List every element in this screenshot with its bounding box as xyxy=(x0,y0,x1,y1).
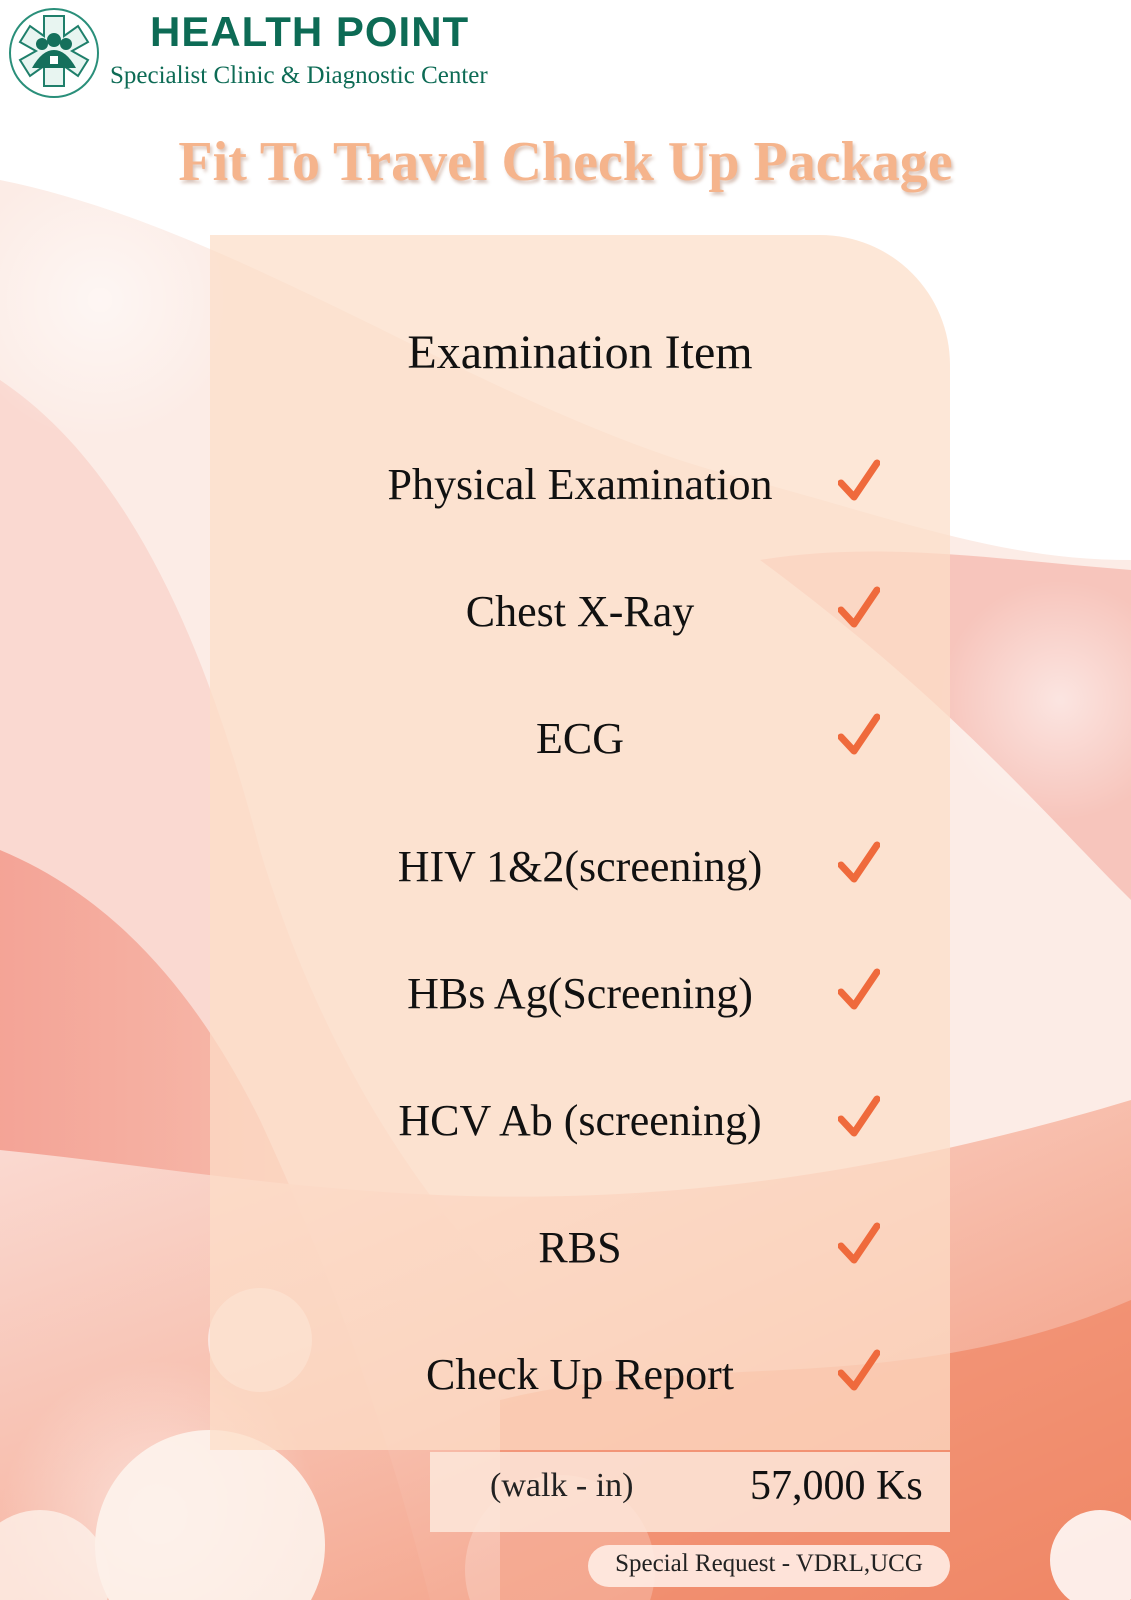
check-icon xyxy=(838,586,880,630)
clinic-logo xyxy=(6,6,102,100)
exam-item-label: HCV Ab (screening) xyxy=(398,1096,762,1145)
exam-item-label: Physical Examination xyxy=(387,460,773,509)
check-icon xyxy=(838,1222,880,1266)
check-icon xyxy=(838,1349,880,1393)
package-price: 57,000 Ks xyxy=(750,1463,923,1509)
exam-item xyxy=(0,709,1131,769)
exam-item xyxy=(0,1218,1131,1278)
check-icon xyxy=(838,1095,880,1139)
check-icon xyxy=(838,841,880,885)
exam-item-label: HBs Ag(Screening) xyxy=(407,969,753,1018)
exam-item xyxy=(0,582,1131,642)
package-title: Fit To Travel Check Up Package xyxy=(178,131,953,193)
exam-item-label: ECG xyxy=(536,714,624,763)
brand-title: HEALTH POINT xyxy=(150,8,470,55)
exam-item-label: Chest X-Ray xyxy=(465,587,695,636)
exam-item xyxy=(0,1091,1131,1151)
exam-item-label: HIV 1&2(screening) xyxy=(397,842,763,891)
exam-item xyxy=(0,964,1131,1024)
exam-item xyxy=(0,1345,1131,1405)
brand-subtitle: Specialist Clinic & Diagnostic Center xyxy=(110,62,488,89)
exam-item xyxy=(0,837,1131,897)
check-icon xyxy=(838,459,880,503)
walkin-label: (walk - in) xyxy=(490,1467,634,1504)
examination-header: Examination Item xyxy=(407,326,753,379)
exam-item xyxy=(0,455,1131,515)
special-request-text: Special Request - VDRL,UCG xyxy=(615,1550,923,1577)
exam-item-label: Check Up Report xyxy=(426,1350,734,1399)
check-icon xyxy=(838,968,880,1012)
exam-item-label: RBS xyxy=(538,1223,622,1272)
check-icon xyxy=(838,713,880,757)
